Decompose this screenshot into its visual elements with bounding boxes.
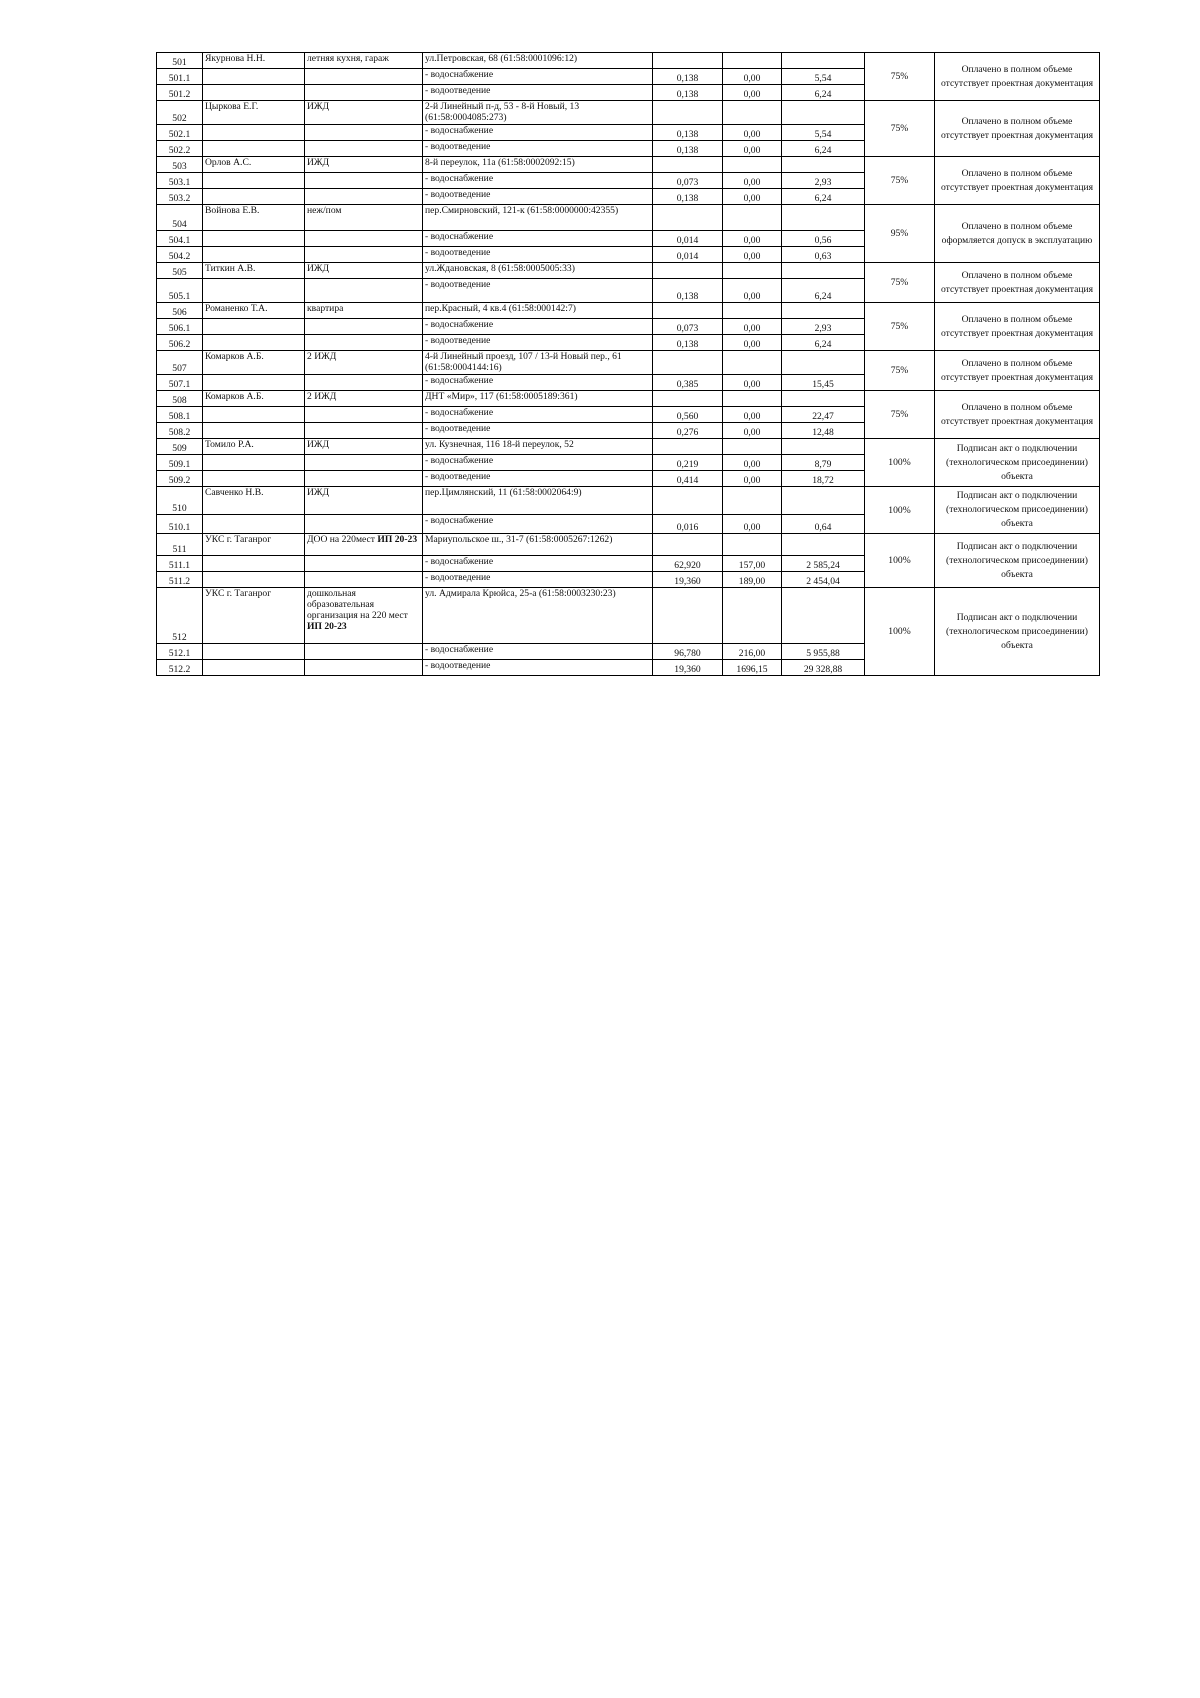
second-value (723, 588, 782, 644)
second-value: 0,00 (723, 455, 782, 471)
object-type (305, 141, 423, 157)
amount-value (782, 391, 865, 407)
object-address: пер.Цимлянский, 11 (61:58:0002064:9) (423, 487, 653, 515)
amount-value (782, 487, 865, 515)
row-number: 502 (157, 101, 203, 125)
load-value (653, 534, 723, 556)
amount-value (782, 534, 865, 556)
readiness-percent: 75% (865, 391, 935, 439)
row-number: 501.2 (157, 85, 203, 101)
object-type (305, 279, 423, 303)
object-type: летняя кухня, гараж (305, 53, 423, 69)
object-address: ул. Адмирала Крюйса, 25-а (61:58:0003230:23) (423, 588, 653, 644)
load-value: 0,385 (653, 375, 723, 391)
amount-value: 12,48 (782, 423, 865, 439)
load-value: 0,276 (653, 423, 723, 439)
amount-value: 0,63 (782, 247, 865, 263)
row-number: 512 (157, 588, 203, 644)
load-value (653, 157, 723, 173)
second-value (723, 439, 782, 455)
row-number: 506.2 (157, 335, 203, 351)
load-value: 19,360 (653, 572, 723, 588)
load-value: 19,360 (653, 660, 723, 676)
row-number: 510.1 (157, 515, 203, 534)
object-type (305, 423, 423, 439)
readiness-percent: 100% (865, 439, 935, 487)
object-address: - водоснабжение (423, 455, 653, 471)
object-address: - водоотведение (423, 141, 653, 157)
load-value: 0,138 (653, 335, 723, 351)
object-type (305, 319, 423, 335)
load-value: 0,138 (653, 69, 723, 85)
row-number: 502.2 (157, 141, 203, 157)
object-type (305, 85, 423, 101)
second-value: 0,00 (723, 247, 782, 263)
table-row (157, 351, 1100, 375)
object-type (305, 125, 423, 141)
amount-value (782, 588, 865, 644)
object-type: ИЖД (305, 263, 423, 279)
amount-value: 2,93 (782, 173, 865, 189)
owner-name (203, 319, 305, 335)
status-note: Оплачено в полном объеме отсутствует проектная документация (935, 391, 1100, 439)
object-address: - водоотведение (423, 471, 653, 487)
owner-name: Орлов А.С. (203, 157, 305, 173)
owner-name: Савченко Н.В. (203, 487, 305, 515)
table-row (157, 534, 1100, 556)
owner-name (203, 375, 305, 391)
second-value: 0,00 (723, 471, 782, 487)
load-value: 0,073 (653, 319, 723, 335)
amount-value: 0,64 (782, 515, 865, 534)
load-value: 0,414 (653, 471, 723, 487)
owner-name (203, 279, 305, 303)
amount-value (782, 351, 865, 375)
owner-name (203, 455, 305, 471)
object-type: 2 ИЖД (305, 351, 423, 375)
second-value (723, 263, 782, 279)
second-value (723, 351, 782, 375)
object-address: - водоотведение (423, 85, 653, 101)
row-number: 503 (157, 157, 203, 173)
second-value (723, 391, 782, 407)
object-address: 2-й Линейный п-д, 53 - 8-й Новый, 13 (61:58:0004085:273) (423, 101, 653, 125)
object-type (305, 644, 423, 660)
object-type: дошкольная образовательная организация на 220 мест ИП 20-23 (305, 588, 423, 644)
table-row (157, 588, 1100, 644)
table-row (157, 487, 1100, 515)
second-value: 0,00 (723, 407, 782, 423)
load-value (653, 487, 723, 515)
owner-name (203, 141, 305, 157)
second-value (723, 487, 782, 515)
owner-name: Войнова Е.В. (203, 205, 305, 231)
amount-value (782, 53, 865, 69)
row-number: 512.1 (157, 644, 203, 660)
amount-value: 6,24 (782, 141, 865, 157)
amount-value: 6,24 (782, 189, 865, 205)
object-address: - водоотведение (423, 335, 653, 351)
row-number: 507 (157, 351, 203, 375)
second-value (723, 303, 782, 319)
object-type: 2 ИЖД (305, 391, 423, 407)
table-row (157, 303, 1100, 319)
amount-value: 29 328,88 (782, 660, 865, 676)
load-value: 0,138 (653, 125, 723, 141)
load-value: 0,014 (653, 247, 723, 263)
owner-name: Титкин А.В. (203, 263, 305, 279)
object-address: Мариупольское ш., 31-7 (61:58:0005267:1262) (423, 534, 653, 556)
object-type: ИЖД (305, 101, 423, 125)
amount-value (782, 157, 865, 173)
owner-name: Томило Р.А. (203, 439, 305, 455)
amount-value (782, 205, 865, 231)
table-row (157, 205, 1100, 231)
second-value (723, 157, 782, 173)
load-value: 0,560 (653, 407, 723, 423)
table-row (157, 263, 1100, 279)
document-sheet (156, 52, 1100, 676)
row-number: 505 (157, 263, 203, 279)
owner-name: УКС г. Таганрог (203, 588, 305, 644)
object-type (305, 231, 423, 247)
object-address: - водоснабжение (423, 515, 653, 534)
owner-name: Цыркова Е.Г. (203, 101, 305, 125)
status-note: Оплачено в полном объеме отсутствует проектная документация (935, 263, 1100, 303)
amount-value: 6,24 (782, 279, 865, 303)
amount-value: 6,24 (782, 335, 865, 351)
object-type (305, 572, 423, 588)
object-address: - водоснабжение (423, 375, 653, 391)
row-number: 506.1 (157, 319, 203, 335)
object-address: ул. Кузнечная, 116 18-й переулок, 52 (423, 439, 653, 455)
row-number: 509.1 (157, 455, 203, 471)
owner-name (203, 335, 305, 351)
second-value: 0,00 (723, 375, 782, 391)
amount-value: 6,24 (782, 85, 865, 101)
object-address: - водоотведение (423, 572, 653, 588)
readiness-percent: 75% (865, 263, 935, 303)
status-note: Оплачено в полном объеме отсутствует проектная документация (935, 101, 1100, 157)
readiness-percent: 75% (865, 53, 935, 101)
object-address: - водоснабжение (423, 644, 653, 660)
object-address: - водоснабжение (423, 319, 653, 335)
load-value: 0,014 (653, 231, 723, 247)
table-body (157, 53, 1100, 676)
object-type (305, 407, 423, 423)
row-number: 512.2 (157, 660, 203, 676)
load-value: 0,138 (653, 189, 723, 205)
row-number: 508.1 (157, 407, 203, 423)
owner-name (203, 407, 305, 423)
owner-name (203, 556, 305, 572)
row-number: 507.1 (157, 375, 203, 391)
object-type (305, 375, 423, 391)
second-value: 189,00 (723, 572, 782, 588)
owner-name (203, 189, 305, 205)
amount-value (782, 101, 865, 125)
second-value: 0,00 (723, 279, 782, 303)
owner-name (203, 423, 305, 439)
second-value: 0,00 (723, 319, 782, 335)
connections-table (156, 52, 1100, 676)
load-value (653, 439, 723, 455)
second-value (723, 205, 782, 231)
object-type (305, 471, 423, 487)
amount-value: 5,54 (782, 69, 865, 85)
load-value: 0,073 (653, 173, 723, 189)
row-number: 504 (157, 205, 203, 231)
owner-name (203, 644, 305, 660)
owner-name (203, 247, 305, 263)
amount-value (782, 263, 865, 279)
load-value: 0,138 (653, 279, 723, 303)
object-address: - водоснабжение (423, 125, 653, 141)
object-type: ИЖД (305, 157, 423, 173)
second-value: 0,00 (723, 173, 782, 189)
second-value (723, 534, 782, 556)
owner-name (203, 85, 305, 101)
owner-name: Романенко Т.А. (203, 303, 305, 319)
owner-name: Комарков А.Б. (203, 391, 305, 407)
owner-name: Якурнова Н.Н. (203, 53, 305, 69)
table-row (157, 391, 1100, 407)
readiness-percent: 100% (865, 534, 935, 588)
owner-name (203, 69, 305, 85)
owner-name: Комарков А.Б. (203, 351, 305, 375)
object-address: ул.Ждановская, 8 (61:58:0005005:33) (423, 263, 653, 279)
owner-name (203, 572, 305, 588)
owner-name (203, 231, 305, 247)
row-number: 511.1 (157, 556, 203, 572)
row-number: 506 (157, 303, 203, 319)
status-note: Оплачено в полном объеме отсутствует проектная документация (935, 157, 1100, 205)
status-note: Оплачено в полном объеме отсутствует проектная документация (935, 303, 1100, 351)
row-number: 508 (157, 391, 203, 407)
object-address: - водоотведение (423, 247, 653, 263)
object-address: - водоснабжение (423, 69, 653, 85)
object-type: ДОО на 220мест ИП 20-23 (305, 534, 423, 556)
table-row (157, 157, 1100, 173)
row-number: 508.2 (157, 423, 203, 439)
load-value (653, 53, 723, 69)
amount-value: 0,56 (782, 231, 865, 247)
readiness-percent: 75% (865, 101, 935, 157)
object-address: - водоотведение (423, 279, 653, 303)
row-number: 501 (157, 53, 203, 69)
second-value: 1696,15 (723, 660, 782, 676)
status-note: Подписан акт о подключении (технологическом присоединении) объекта (935, 439, 1100, 487)
second-value: 0,00 (723, 85, 782, 101)
object-address: - водоотведение (423, 423, 653, 439)
amount-value: 8,79 (782, 455, 865, 471)
object-address: - водоотведение (423, 660, 653, 676)
object-type (305, 515, 423, 534)
owner-name (203, 125, 305, 141)
load-value (653, 351, 723, 375)
load-value: 96,780 (653, 644, 723, 660)
row-number: 501.1 (157, 69, 203, 85)
load-value (653, 101, 723, 125)
status-note: Подписан акт о подключении (технологическом присоединении) объекта (935, 588, 1100, 676)
amount-value: 15,45 (782, 375, 865, 391)
object-address: - водоснабжение (423, 556, 653, 572)
second-value: 216,00 (723, 644, 782, 660)
row-number: 509.2 (157, 471, 203, 487)
object-type (305, 173, 423, 189)
second-value: 0,00 (723, 125, 782, 141)
load-value (653, 391, 723, 407)
object-type (305, 556, 423, 572)
amount-value: 5,54 (782, 125, 865, 141)
second-value: 0,00 (723, 189, 782, 205)
owner-name (203, 660, 305, 676)
row-number: 505.1 (157, 279, 203, 303)
load-value: 0,219 (653, 455, 723, 471)
row-number: 511 (157, 534, 203, 556)
object-type (305, 247, 423, 263)
second-value (723, 53, 782, 69)
readiness-percent: 95% (865, 205, 935, 263)
object-address: - водоснабжение (423, 407, 653, 423)
second-value: 0,00 (723, 335, 782, 351)
object-type: квартира (305, 303, 423, 319)
table-row (157, 101, 1100, 125)
amount-value: 22,47 (782, 407, 865, 423)
load-value: 0,138 (653, 141, 723, 157)
row-number: 503.1 (157, 173, 203, 189)
load-value (653, 588, 723, 644)
amount-value: 18,72 (782, 471, 865, 487)
owner-name (203, 471, 305, 487)
status-note: Оплачено в полном объеме отсутствует проектная документация (935, 351, 1100, 391)
table-row (157, 53, 1100, 69)
row-number: 504.2 (157, 247, 203, 263)
object-address: ул.Петровская, 68 (61:58:0001096:12) (423, 53, 653, 69)
load-value (653, 263, 723, 279)
amount-value: 2 454,04 (782, 572, 865, 588)
amount-value (782, 303, 865, 319)
load-value (653, 205, 723, 231)
object-type: ИЖД (305, 487, 423, 515)
object-type: неж/пом (305, 205, 423, 231)
second-value: 0,00 (723, 69, 782, 85)
object-type (305, 189, 423, 205)
second-value: 0,00 (723, 515, 782, 534)
object-address: ДНТ «Мир», 117 (61:58:0005189:361) (423, 391, 653, 407)
second-value: 157,00 (723, 556, 782, 572)
owner-name: УКС г. Таганрог (203, 534, 305, 556)
object-address: 8-й переулок, 11а (61:58:0002092:15) (423, 157, 653, 173)
load-value: 0,138 (653, 85, 723, 101)
object-type: ИЖД (305, 439, 423, 455)
row-number: 511.2 (157, 572, 203, 588)
object-address: пер.Красный, 4 кв.4 (61:58:000142:7) (423, 303, 653, 319)
readiness-percent: 75% (865, 157, 935, 205)
row-number: 510 (157, 487, 203, 515)
second-value: 0,00 (723, 423, 782, 439)
object-address: пер.Смирновский, 121-к (61:58:0000000:42355) (423, 205, 653, 231)
status-note: Подписан акт о подключении (технологическом присоединении) объекта (935, 534, 1100, 588)
row-number: 504.1 (157, 231, 203, 247)
readiness-percent: 75% (865, 303, 935, 351)
readiness-percent: 75% (865, 351, 935, 391)
amount-value: 5 955,88 (782, 644, 865, 660)
status-note: Подписан акт о подключении (технологическом присоединении) объекта (935, 487, 1100, 534)
readiness-percent: 100% (865, 588, 935, 676)
row-number: 509 (157, 439, 203, 455)
object-address: - водоотведение (423, 189, 653, 205)
object-type (305, 660, 423, 676)
second-value (723, 101, 782, 125)
second-value: 0,00 (723, 231, 782, 247)
object-type (305, 335, 423, 351)
object-address: 4-й Линейный проезд, 107 / 13-й Новый пер., 61 (61:58:0004144:16) (423, 351, 653, 375)
object-address: - водоснабжение (423, 231, 653, 247)
amount-value (782, 439, 865, 455)
table-row (157, 439, 1100, 455)
row-number: 502.1 (157, 125, 203, 141)
status-note: Оплачено в полном объеме отсутствует проектная документация (935, 53, 1100, 101)
object-type (305, 455, 423, 471)
owner-name (203, 173, 305, 189)
object-address: - водоснабжение (423, 173, 653, 189)
load-value (653, 303, 723, 319)
object-type (305, 69, 423, 85)
row-number: 503.2 (157, 189, 203, 205)
readiness-percent: 100% (865, 487, 935, 534)
amount-value: 2,93 (782, 319, 865, 335)
load-value: 62,920 (653, 556, 723, 572)
status-note: Оплачено в полном объеме оформляется допуск в эксплуатацию (935, 205, 1100, 263)
load-value: 0,016 (653, 515, 723, 534)
owner-name (203, 515, 305, 534)
second-value: 0,00 (723, 141, 782, 157)
amount-value: 2 585,24 (782, 556, 865, 572)
